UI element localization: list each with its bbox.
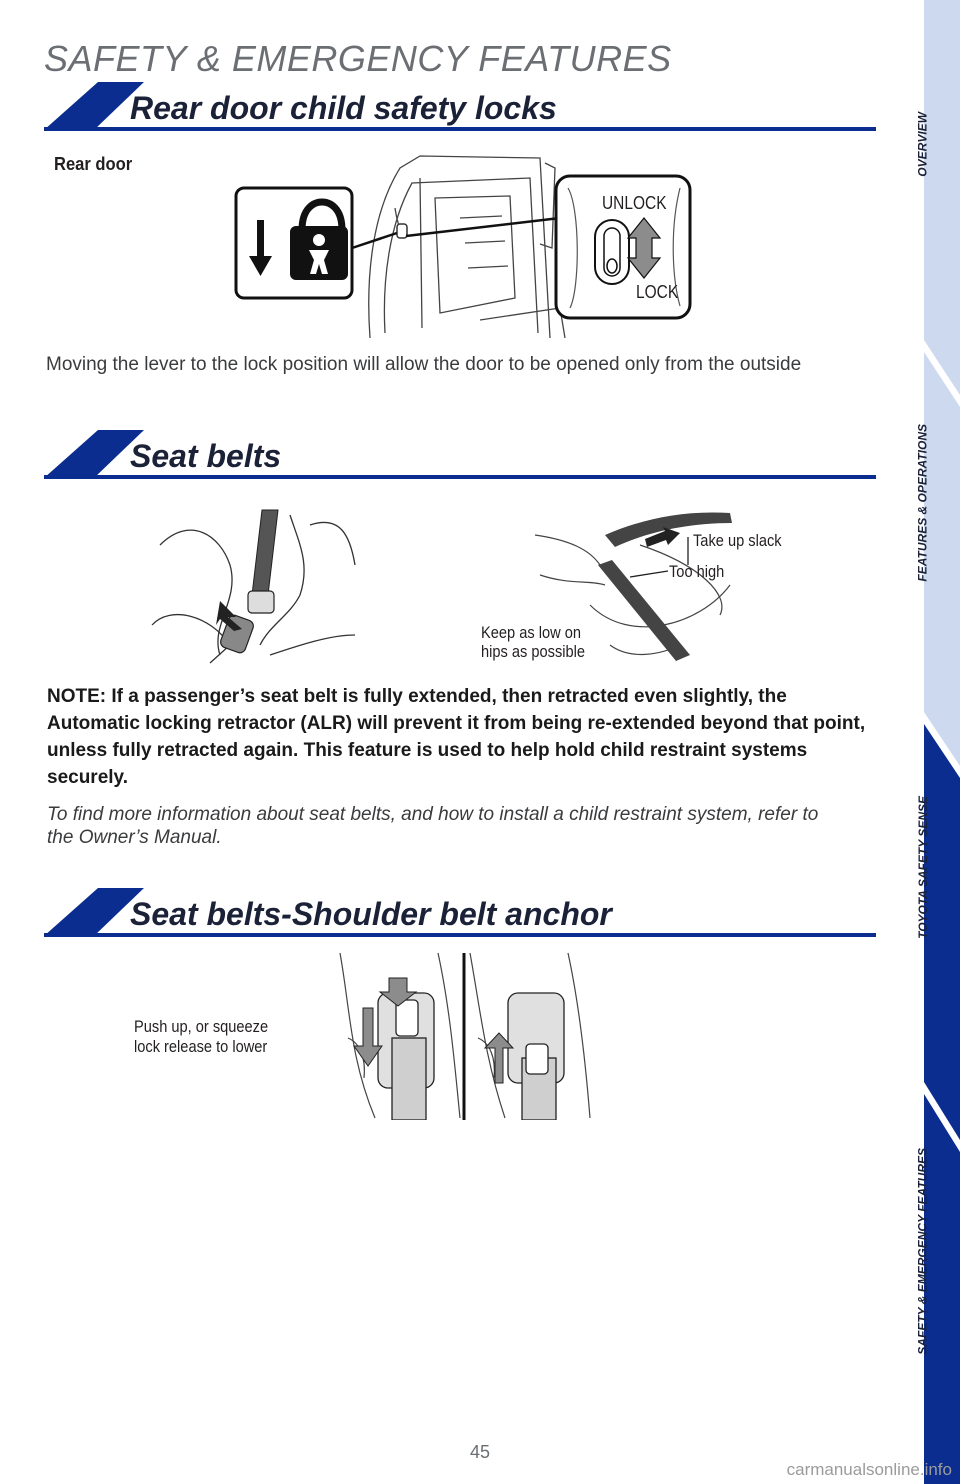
section-heading-shoulder-anchor (44, 888, 876, 940)
page-number: 45 (469, 1442, 491, 1462)
keep-low-line-1: Keep as low on (481, 623, 581, 642)
anchor-instruction-line-1: Push up, or squeeze (134, 1017, 269, 1036)
alr-note: NOTE: If a passenger’s seat belt is fully extended, then retracted even slightly, the Automatic locking retractor (ALR) will prevent it from being re-extended beyond that point, unless fully retracted again. This feature is used to help hold child restraint systems securely. (47, 686, 866, 788)
watermark: carmanualsonline.info (786, 1460, 952, 1479)
unlock-label: UNLOCK (602, 193, 667, 213)
rear-door-figure (40, 148, 760, 344)
section-title: Rear door child safety locks (130, 90, 557, 126)
shoulder-anchor-figure (120, 948, 600, 1120)
section-title: Seat belts-Shoulder belt anchor (130, 896, 612, 932)
side-tab-features-operations[interactable]: FEATURES & OPERATIONS (916, 424, 930, 582)
side-tab-overview[interactable]: OVERVIEW (916, 112, 930, 177)
keep-low-label (481, 623, 585, 661)
anchor-instruction (134, 1017, 268, 1057)
section-heading-seat-belts (44, 430, 876, 482)
buckle-illustration (150, 505, 360, 665)
keep-low-line-2: hips as possible (481, 642, 586, 661)
lock-label: LOCK (636, 282, 679, 302)
section-heading-child-locks (44, 82, 876, 134)
more-info-note: To find more information about seat belts, and how to install a child restraint system, refer to the Owner’s Manual. (47, 804, 819, 848)
side-tab-toyota-safety-sense[interactable]: TOYOTA SAFETY SENSE (916, 796, 930, 939)
section-title: Seat belts (130, 438, 282, 474)
take-up-slack-label: Take up slack (693, 531, 782, 550)
child-lock-description: Moving the lever to the lock position will allow the door to be opened only from the outside (46, 354, 802, 375)
anchor-instruction-line-2: lock release to lower (134, 1037, 268, 1056)
seat-belt-fit-figure (480, 505, 810, 665)
rear-door-illustration (40, 148, 760, 344)
side-tab-safety-emergency[interactable]: SAFETY & EMERGENCY FEATURES (916, 1148, 930, 1355)
seat-belt-buckle-figure (150, 505, 360, 665)
rear-door-label: Rear door (54, 154, 133, 174)
too-high-label: Too high (669, 562, 725, 581)
page-header: SAFETY & EMERGENCY FEATURES (44, 38, 672, 79)
